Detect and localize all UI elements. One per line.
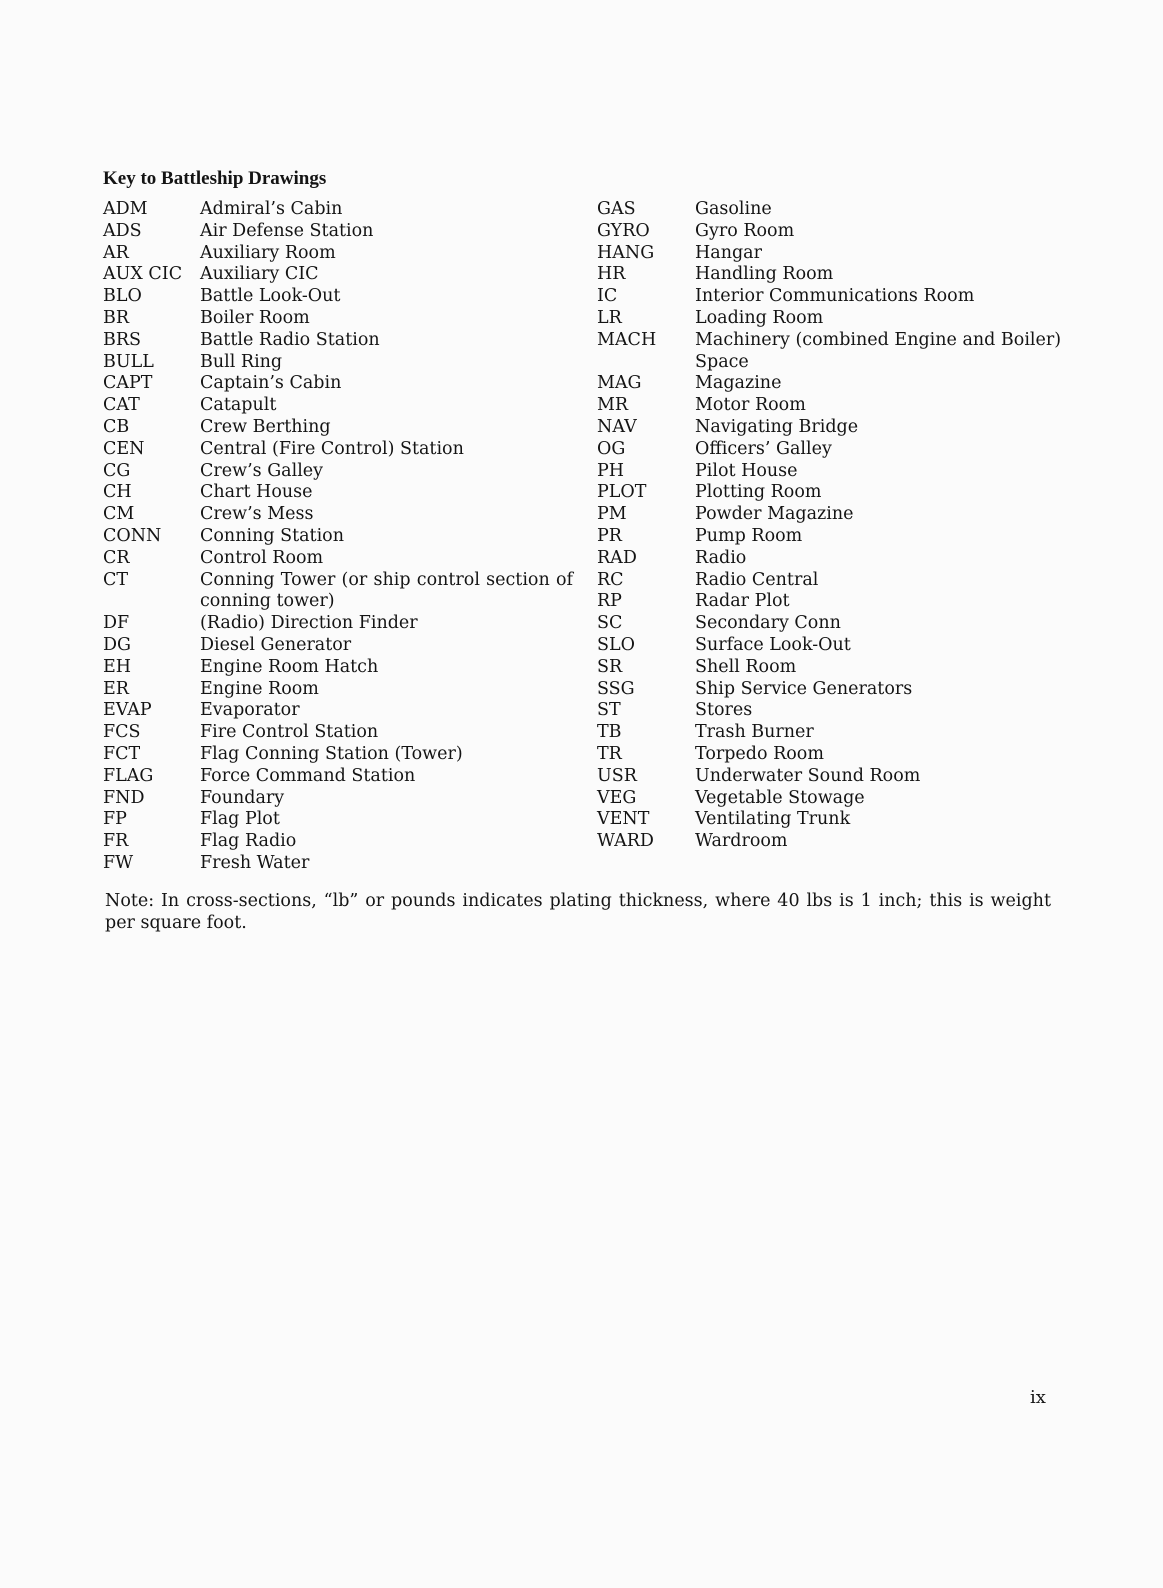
- abbreviation-code: PM: [597, 504, 627, 525]
- abbreviation-entry: [597, 788, 1067, 810]
- abbreviation-entry: [597, 679, 1067, 701]
- abbreviation-definition: Air Defense Station: [200, 220, 374, 241]
- abbreviation-definition: Pump Room: [695, 525, 803, 546]
- abbreviation-code: HR: [597, 264, 626, 285]
- abbreviation-definition: Stores: [695, 700, 753, 721]
- abbreviation-definition: Ship Service Generators: [695, 678, 913, 699]
- abbreviation-entry: [597, 635, 1067, 657]
- abbreviation-definition: Conning Station: [200, 525, 344, 546]
- abbreviation-entry: [597, 700, 1067, 722]
- abbreviation-code: CAPT: [103, 373, 153, 394]
- abbreviation-code: AR: [103, 242, 129, 263]
- abbreviation-definition: Plotting Room: [695, 482, 822, 503]
- abbreviation-code: CONN: [103, 525, 162, 546]
- abbreviation-entry: [103, 461, 573, 483]
- abbreviation-code: FW: [103, 852, 134, 873]
- abbreviation-definition: Captain’s Cabin: [200, 373, 342, 394]
- abbreviation-definition: Crew’s Mess: [200, 504, 314, 525]
- abbreviation-definition: Diesel Generator: [200, 634, 352, 655]
- abbreviation-definition: Battle Look-Out: [200, 286, 341, 307]
- abbreviation-code: IC: [597, 286, 618, 307]
- abbreviation-entry: [597, 744, 1067, 766]
- abbreviation-entry: [597, 526, 1067, 548]
- abbreviation-code: GYRO: [597, 220, 650, 241]
- abbreviation-entry: [103, 744, 573, 766]
- abbreviation-code: HANG: [597, 242, 655, 263]
- abbreviation-code: ADS: [103, 220, 142, 241]
- abbreviation-code: LR: [597, 307, 622, 328]
- abbreviation-code: SR: [597, 656, 623, 677]
- abbreviation-code: BRS: [103, 329, 142, 350]
- abbreviation-code: CT: [103, 569, 129, 590]
- abbreviation-code: CR: [103, 547, 130, 568]
- abbreviation-code: NAV: [597, 416, 637, 437]
- abbreviation-code: TR: [597, 743, 622, 764]
- abbreviation-entry: [597, 657, 1067, 679]
- abbreviation-definition: Trash Burner: [695, 722, 814, 743]
- abbreviation-entry: [597, 613, 1067, 635]
- abbreviation-code: EH: [103, 656, 132, 677]
- footnote: Note: In cross-sections, “lb” or pounds indicates plating thickness, where 40 lbs is 1 inch; this is weight per square foot.: [105, 891, 1051, 933]
- abbreviation-code: GAS: [597, 199, 636, 219]
- abbreviation-definition: Underwater Sound Room: [695, 765, 921, 786]
- abbreviation-code: VEG: [597, 787, 637, 808]
- abbreviation-definition: Fire Control Station: [200, 722, 379, 743]
- abbreviation-entry: [597, 831, 1067, 853]
- abbreviation-list-right: [597, 199, 1067, 853]
- abbreviation-code: RAD: [597, 547, 637, 568]
- abbreviation-code: CB: [103, 416, 130, 437]
- abbreviation-code: VENT: [597, 809, 650, 830]
- abbreviation-code: TB: [597, 722, 622, 743]
- abbreviation-definition: Crew Berthing: [200, 416, 331, 437]
- abbreviation-entry: [103, 679, 573, 701]
- abbreviation-code: EVAP: [103, 700, 152, 721]
- abbreviation-definition: (Radio) Direction Finder: [200, 613, 418, 634]
- abbreviation-code: PH: [597, 460, 625, 481]
- abbreviation-code: CEN: [103, 438, 145, 459]
- abbreviation-definition: Force Command Station: [200, 765, 416, 786]
- abbreviation-definition: Shell Room: [695, 656, 797, 677]
- abbreviation-entry: [597, 286, 1067, 308]
- abbreviation-definition: Evaporator: [200, 700, 300, 721]
- abbreviation-code: FLAG: [103, 765, 154, 786]
- abbreviation-entry: [597, 809, 1067, 831]
- abbreviation-definition: Pilot House: [695, 460, 798, 481]
- abbreviation-code: MAG: [597, 373, 642, 394]
- abbreviation-entry: [103, 809, 573, 831]
- abbreviation-definition: Crew’s Galley: [200, 460, 324, 481]
- abbreviation-definition: Flag Conning Station (Tower): [200, 743, 463, 764]
- abbreviation-definition: Flag Plot: [200, 809, 280, 830]
- abbreviation-entry: [103, 657, 573, 679]
- abbreviation-code: CG: [103, 460, 131, 481]
- abbreviation-code: BULL: [103, 351, 154, 372]
- abbreviation-code: OG: [597, 438, 626, 459]
- abbreviation-definition: Hangar: [695, 242, 762, 263]
- abbreviation-code: PR: [597, 525, 622, 546]
- abbreviation-definition: Secondary Conn: [695, 613, 841, 634]
- abbreviation-entry: [597, 330, 1067, 374]
- abbreviation-entry: [597, 548, 1067, 570]
- abbreviation-entry: [597, 373, 1067, 395]
- abbreviation-definition: Navigating Bridge: [695, 416, 859, 437]
- abbreviation-code: RC: [597, 569, 624, 590]
- abbreviation-entry: [103, 243, 573, 265]
- abbreviation-definition: Control Room: [200, 547, 324, 568]
- abbreviation-definition: Battle Radio Station: [200, 329, 380, 350]
- abbreviation-definition: Boiler Room: [200, 307, 310, 328]
- abbreviation-entry: [597, 417, 1067, 439]
- abbreviation-entry: [597, 439, 1067, 461]
- abbreviation-code: DG: [103, 634, 132, 655]
- abbreviation-entry: [597, 722, 1067, 744]
- abbreviation-entry: [103, 482, 573, 504]
- abbreviation-definition: Surface Look-Out: [695, 634, 851, 655]
- abbreviation-code: CM: [103, 504, 135, 525]
- abbreviation-definition: Engine Room: [200, 678, 319, 699]
- abbreviation-entry: [597, 243, 1067, 265]
- abbreviation-entry: [597, 504, 1067, 526]
- abbreviation-definition: Radio: [695, 547, 747, 568]
- abbreviation-definition: Flag Radio: [200, 831, 297, 852]
- abbreviation-code: FP: [103, 809, 127, 830]
- abbreviation-definition: Chart House: [200, 482, 313, 503]
- abbreviation-code: CH: [103, 482, 132, 503]
- abbreviation-definition: Magazine: [695, 373, 782, 394]
- page-title: Key to Battleship Drawings: [103, 168, 327, 189]
- abbreviation-definition: Auxiliary CIC: [200, 264, 319, 285]
- abbreviation-definition: Conning Tower (or ship control section of conning tower): [200, 569, 573, 612]
- abbreviation-entry: [103, 308, 573, 330]
- abbreviation-code: USR: [597, 765, 637, 786]
- abbreviation-definition: Fresh Water: [200, 852, 310, 873]
- abbreviation-entry: [103, 439, 573, 461]
- abbreviation-entry: [103, 526, 573, 548]
- abbreviation-entry: [103, 700, 573, 722]
- abbreviation-list-left: [103, 199, 573, 875]
- abbreviation-definition: Torpedo Room: [695, 743, 824, 764]
- abbreviation-code: MACH: [597, 329, 657, 350]
- abbreviation-code: WARD: [597, 831, 654, 852]
- abbreviation-entry: [597, 264, 1067, 286]
- abbreviation-code: PLOT: [597, 482, 647, 503]
- abbreviation-definition: Auxiliary Room: [200, 242, 336, 263]
- abbreviation-code: FR: [103, 831, 129, 852]
- abbreviation-definition: Radio Central: [695, 569, 819, 590]
- abbreviation-definition: Wardroom: [695, 831, 788, 852]
- abbreviation-entry: [597, 766, 1067, 788]
- abbreviation-code: BR: [103, 307, 130, 328]
- abbreviation-entry: [103, 635, 573, 657]
- abbreviation-definition: Engine Room Hatch: [200, 656, 379, 677]
- abbreviation-definition: Gyro Room: [695, 220, 795, 241]
- abbreviation-definition: Radar Plot: [695, 591, 790, 612]
- abbreviation-code: FCT: [103, 743, 141, 764]
- abbreviation-definition: Loading Room: [695, 307, 824, 328]
- abbreviation-entry: [597, 221, 1067, 243]
- abbreviation-entry: [103, 831, 573, 853]
- abbreviation-definition: Admiral’s Cabin: [200, 199, 343, 219]
- abbreviation-code: SLO: [597, 634, 635, 655]
- abbreviation-definition: Interior Communications Room: [695, 286, 975, 307]
- abbreviation-code: AUX CIC: [103, 264, 183, 285]
- abbreviation-code: FND: [103, 787, 145, 808]
- abbreviation-entry: [597, 461, 1067, 483]
- abbreviation-entry: [103, 199, 573, 221]
- abbreviation-definition: Vegetable Stowage: [695, 787, 865, 808]
- abbreviation-code: DF: [103, 613, 130, 634]
- abbreviation-code: ST: [597, 700, 621, 721]
- abbreviation-code: ER: [103, 678, 129, 699]
- abbreviation-definition: Central (Fire Control) Station: [200, 438, 464, 459]
- abbreviation-definition: Ventilating Trunk: [695, 809, 851, 830]
- abbreviation-entry: [597, 591, 1067, 613]
- abbreviation-entry: [103, 788, 573, 810]
- abbreviation-definition: Gasoline: [695, 199, 772, 219]
- abbreviation-entry: [103, 417, 573, 439]
- abbreviation-definition: Motor Room: [695, 395, 806, 416]
- abbreviation-code: BLO: [103, 286, 142, 307]
- abbreviation-code: SSG: [597, 678, 635, 699]
- abbreviation-entry: [103, 853, 573, 875]
- abbreviation-entry: [597, 199, 1067, 221]
- abbreviation-entry: [103, 570, 573, 614]
- abbreviation-code: SC: [597, 613, 623, 634]
- abbreviation-code: FCS: [103, 722, 141, 743]
- abbreviation-entry: [103, 395, 573, 417]
- abbreviation-entry: [597, 482, 1067, 504]
- abbreviation-entry: [597, 570, 1067, 592]
- abbreviation-entry: [597, 395, 1067, 417]
- abbreviation-entry: [103, 352, 573, 374]
- abbreviation-code: ADM: [103, 199, 148, 219]
- abbreviation-code: RP: [597, 591, 622, 612]
- page-number: ix: [1030, 1387, 1046, 1408]
- abbreviation-definition: Catapult: [200, 395, 277, 416]
- abbreviation-entry: [103, 221, 573, 243]
- abbreviation-code: MR: [597, 395, 629, 416]
- abbreviation-entry: [103, 722, 573, 744]
- abbreviation-entry: [103, 504, 573, 526]
- abbreviation-entry: [103, 330, 573, 352]
- abbreviation-entry: [597, 308, 1067, 330]
- abbreviation-definition: Powder Magazine: [695, 504, 854, 525]
- abbreviation-definition: Handling Room: [695, 264, 834, 285]
- abbreviation-entry: [103, 613, 573, 635]
- abbreviation-definition: Officers’ Galley: [695, 438, 832, 459]
- abbreviation-entry: [103, 264, 573, 286]
- abbreviation-entry: [103, 766, 573, 788]
- abbreviation-entry: [103, 373, 573, 395]
- abbreviation-entry: [103, 548, 573, 570]
- abbreviation-code: CAT: [103, 395, 140, 416]
- abbreviation-definition: Bull Ring: [200, 351, 283, 372]
- abbreviation-entry: [103, 286, 573, 308]
- abbreviation-definition: Machinery (combined Engine and Boiler) Space: [695, 329, 1062, 372]
- abbreviation-definition: Foundary: [200, 787, 285, 808]
